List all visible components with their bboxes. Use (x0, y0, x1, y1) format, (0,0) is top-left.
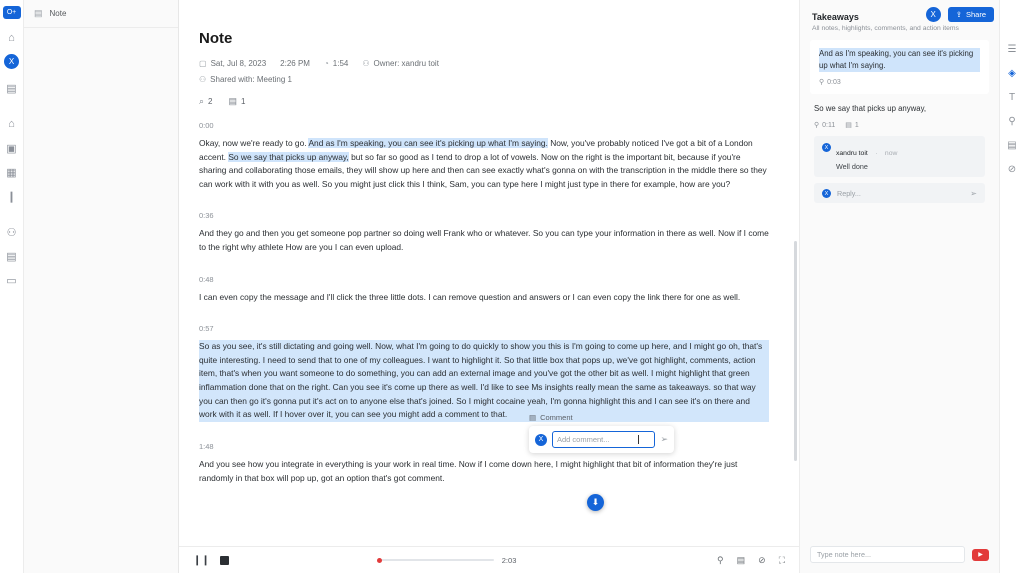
segment-timestamp[interactable]: 0:57 (199, 324, 214, 334)
segment-part: Okay, now we're ready to go. (199, 138, 309, 148)
segment-timestamp[interactable]: 1:48 (199, 441, 214, 451)
comment-input-placeholder: Add comment... (557, 435, 610, 444)
calendar-icon: ▢ (199, 59, 207, 68)
mic-icon[interactable]: ⚲ (717, 554, 724, 565)
comment-author: xandru toit (836, 150, 868, 158)
takeaway-timestamp-value: 0:03 (827, 78, 841, 86)
takeaway-comment-count-value: 1 (854, 121, 859, 129)
transcript-segment (194, 324, 769, 422)
comment-popup-label (529, 413, 674, 422)
segment-timestamp[interactable]: 0:36 (199, 211, 214, 221)
scroll-down-button[interactable]: ⬇ (587, 494, 604, 511)
comment-icon[interactable]: ▤ (736, 554, 746, 565)
comment-popup-label-text: Comment (540, 413, 573, 422)
action-item-icon[interactable]: ⊘ (1007, 163, 1017, 175)
comment-icon: ⌕ (199, 96, 205, 106)
comment-input-box (529, 426, 674, 453)
group-icon: ⚇ (199, 75, 207, 84)
highlight-count-value: 1 (241, 97, 246, 106)
transcript-segment (194, 211, 769, 254)
transcript-segment (194, 121, 769, 191)
takeaway-card[interactable] (810, 103, 989, 203)
note-header (179, 0, 799, 107)
transcript-segment (194, 442, 769, 485)
clip-icon: ⚲ (814, 122, 820, 130)
comment-icon[interactable]: ▤ (1007, 139, 1017, 151)
takeaways-icon[interactable]: ◈ (1008, 67, 1016, 79)
share-button-label: Share (965, 10, 986, 19)
stop-icon[interactable] (220, 556, 229, 565)
note-date (199, 59, 266, 68)
takeaways-list[interactable] (800, 40, 999, 538)
clip-icon[interactable]: ⚲ (1008, 115, 1016, 127)
text-icon[interactable]: T (1008, 91, 1016, 103)
right-icon-rail (1000, 0, 1024, 573)
segment-text-highlighted[interactable]: So as you see, it's still dictating and going well. Now, what I'm going to do quickly to show you this is I'm going to come up here, and I might go oh, that's quite interesting. I need to send that to one of my colleagues. I want to highlight it. So that little box that pops up, we've got highlight, comments, action item, that's when you want someone to do something, you can add an external image and you've got the other bit as well. I might highlight that green inflammation done that on the right. Can you see it's come up there as well. I'd like to see Ms insights really mean the same as takeaways. so that way you can then go it's gonna put it's act on to anyone else that's joined. So I might cocaine yeah, I'm gonna highlight this and I can see it's on there and work with it as well. If I hover over it, you can see you might add a comment to that. (199, 340, 769, 422)
avatar: X (822, 189, 831, 198)
person-icon: ⚇ (362, 59, 370, 68)
mic-icon[interactable]: ❙ (6, 190, 17, 203)
note-shared-with[interactable] (199, 75, 292, 84)
takeaway-timestamp[interactable] (819, 78, 841, 86)
note-counts (194, 96, 759, 107)
segment-timestamp[interactable]: 0:00 (199, 121, 214, 130)
list-icon[interactable]: ☰ (1007, 43, 1017, 55)
segment-part-highlighted: And as I'm speaking, you can see it's picking up what I'm saying. (308, 138, 548, 148)
takeaways-title: Takeaways (812, 12, 859, 22)
comment-icon: ▤ (845, 122, 852, 130)
segment-part: Now, you've probably noticed I've got a bit of a London accent. (199, 138, 753, 162)
comment-time: now (884, 150, 898, 158)
comment-item[interactable] (814, 136, 985, 177)
folder-icon[interactable]: ▭ (6, 274, 17, 287)
left-icon-rail (0, 0, 24, 573)
note-shared-row (194, 75, 759, 84)
inbox-icon[interactable]: ⌂ (8, 118, 15, 130)
audio-player-bar (179, 546, 799, 573)
player-time: 2:03 (501, 555, 517, 565)
library-icon[interactable]: ▤ (6, 250, 17, 263)
player-tools (717, 555, 785, 566)
comment-input[interactable] (552, 431, 655, 448)
comment-popup (529, 413, 674, 453)
home-icon[interactable]: ⌂ (8, 32, 15, 44)
note-shared-label: Shared with: Meeting 1 (210, 75, 292, 84)
segment-text[interactable] (199, 137, 769, 191)
segment-part: but so far so good as I tend to drop a lot of vowels. Now on the right is the important bit, because if you're sharing and collaborating those emails, they will show up here and then can see exactly what's gonna on with the transcription in the middle there so they can work with it with you as well. So you might just click this I think, Sam, you can type here I might just type in there for example, how are you? (199, 151, 767, 189)
youtube-icon[interactable]: ▶ (972, 549, 989, 561)
takeaway-timestamp[interactable] (814, 121, 835, 129)
comment-header (836, 142, 897, 160)
note-duration-label: 1:54 (332, 59, 349, 68)
note-composer (800, 538, 999, 573)
clip-icon: ⚲ (819, 79, 825, 87)
segment-text[interactable]: And they go and then you get someone pop partner so doing well Frank who or whatever. So you can type your information in there as well. Now if I come to the right why athlete How are you I can even upload. (199, 228, 769, 253)
comment-count-value: 2 (208, 97, 213, 106)
send-icon[interactable]: ➢ (970, 188, 977, 198)
app-logo[interactable]: O+ (3, 6, 21, 19)
comment-body: Well done (836, 162, 868, 172)
strip-header (24, 0, 178, 28)
page-title: Note (199, 30, 233, 47)
note-date-label: Sat, Jul 8, 2023 (210, 59, 267, 68)
scrollbar[interactable] (794, 241, 797, 461)
apps-icon[interactable]: ▦ (6, 166, 17, 179)
highlight-icon: ▤ (228, 96, 238, 106)
note-icon: ▤ (34, 8, 43, 18)
reply-placeholder: Reply... (837, 188, 861, 198)
takeaway-text: And as I'm speaking, you can see it's picking up what I'm saying. (819, 48, 980, 72)
transcript-body[interactable] (179, 121, 799, 546)
expand-icon[interactable]: ⛶ (778, 554, 785, 565)
note-duration (324, 59, 348, 68)
segment-part-highlighted: So we say that picks up anyway, (228, 151, 349, 162)
comment-icon: ▤ (529, 413, 537, 422)
comment-count[interactable] (199, 96, 213, 107)
reply-box[interactable] (814, 183, 985, 203)
avatar: X (535, 434, 547, 446)
people-icon[interactable]: ⚇ (6, 226, 17, 239)
segment-timestamp[interactable]: 0:48 (199, 274, 214, 284)
note-owner (362, 59, 439, 68)
pause-icon[interactable]: ❙❙ (193, 554, 210, 566)
note-time-label: 2:26 PM (280, 59, 310, 68)
share-button[interactable] (948, 7, 994, 22)
note-main-panel (179, 0, 800, 573)
note-owner-label: Owner: xandru toit (373, 59, 439, 68)
segment-text[interactable]: I can even copy the message and I'll click the three little dots. I can remove question and answers or I can even copy the link there for one as well. (199, 291, 741, 302)
seek-handle[interactable] (377, 558, 382, 563)
takeaway-meta (819, 78, 980, 86)
avatar: X (822, 143, 831, 152)
takeaway-comment-count[interactable] (845, 121, 859, 129)
share-icon: ⇪ (955, 10, 962, 19)
takeaways-panel (800, 0, 1000, 573)
clock-icon: ◔ (323, 59, 329, 68)
note-input[interactable] (810, 546, 965, 563)
note-meta-row (194, 59, 759, 68)
note-time (280, 59, 310, 68)
transcript-segment (194, 275, 769, 305)
seek-slider[interactable] (379, 559, 494, 561)
check-icon[interactable]: ⊘ (758, 554, 766, 565)
note-input-placeholder: Type note here... (817, 550, 871, 559)
seek-area[interactable] (379, 556, 707, 565)
takeaways-subtitle: All notes, highlights, comments, and action items (812, 25, 959, 32)
send-icon[interactable]: ➢ (660, 434, 668, 444)
takeaway-timestamp-value: 0:11 (822, 121, 836, 129)
takeaway-card[interactable] (810, 40, 989, 94)
highlight-count[interactable] (229, 96, 246, 107)
text-caret (638, 435, 639, 444)
strip-label: Note (49, 9, 67, 18)
segment-text[interactable]: And you see how you integrate in everything is your work in real time. Now if I come down here, I might highlight that bit of information they're just randomly in that box will pop up, got an option that's got comment. (199, 458, 738, 483)
calendar-icon[interactable]: ▣ (6, 142, 17, 155)
comment-separator: · (875, 150, 878, 158)
notes-icon[interactable]: ▤ (6, 82, 17, 95)
top-right-actions (926, 7, 994, 22)
takeaway-text: So we say that picks up anyway, (814, 104, 927, 114)
avatar[interactable]: X (4, 54, 19, 69)
takeaway-meta (814, 121, 985, 129)
notes-list-strip[interactable] (24, 0, 179, 573)
avatar[interactable]: X (926, 7, 941, 22)
